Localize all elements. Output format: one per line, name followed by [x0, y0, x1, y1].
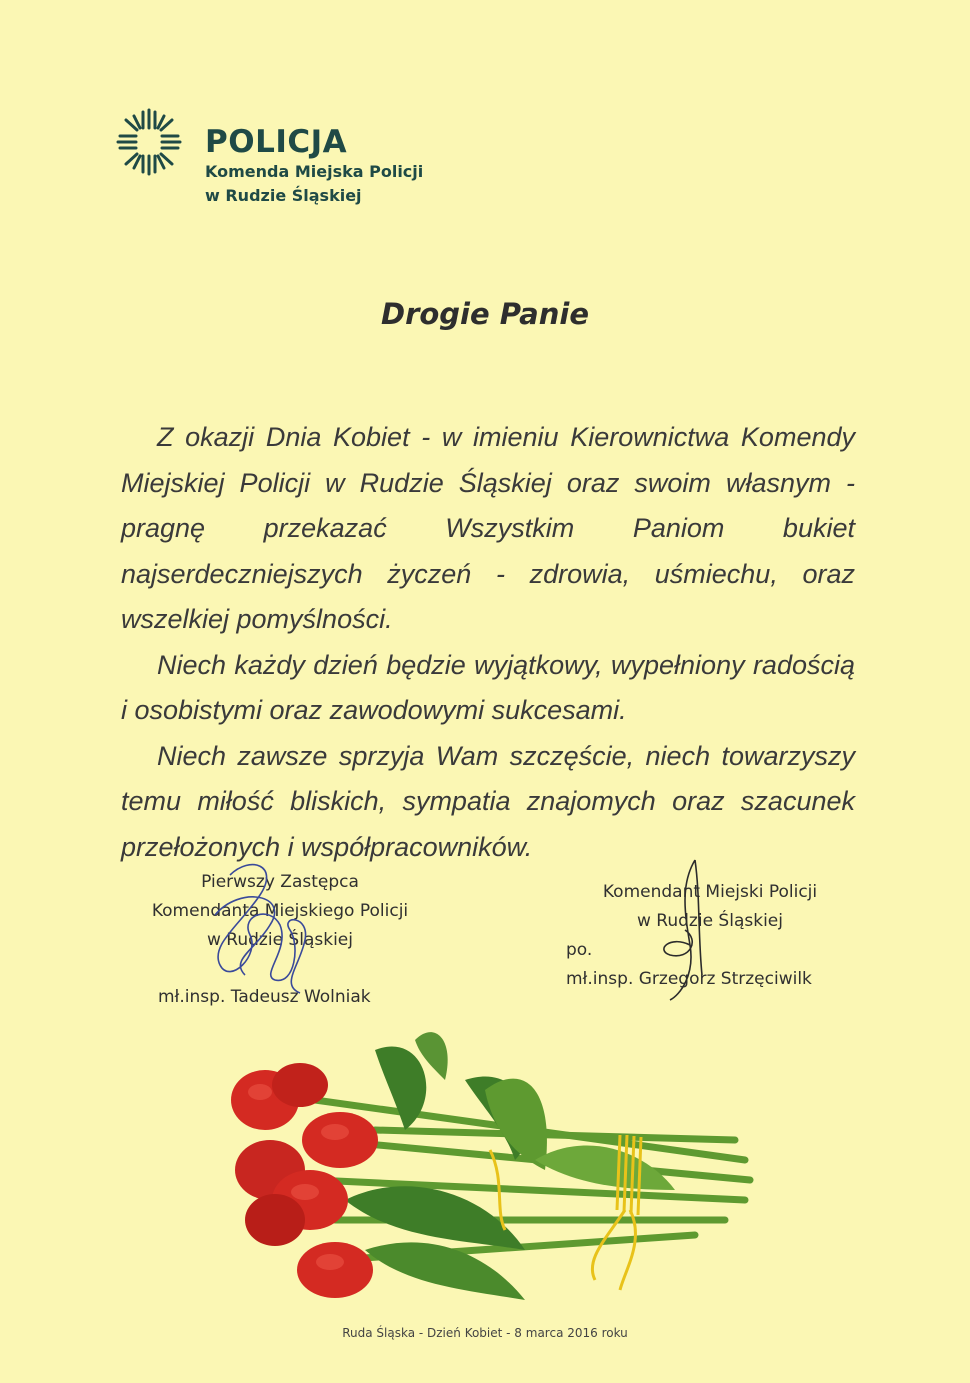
police-star-logo-icon — [116, 104, 186, 184]
signature-right-line-3: po. — [566, 940, 593, 960]
body-paragraph-3: Niech zawsze sprzyja Wam szczęście, niech towarzyszy temu miłość bliskich, sympatia znajomych oraz szacunek przełożonych i współpracowników. — [121, 740, 855, 862]
brand-title: POLICJA — [205, 124, 348, 160]
signature-right-line-2: w Rudzie Śląskiej — [637, 911, 783, 931]
body-paragraph-2: Niech każdy dzień będzie wyjątkowy, wypełniony radością i osobistymi oraz zawodowymi sukcesami. — [121, 649, 855, 725]
signature-left-line-3: w Rudzie Śląskiej — [207, 930, 353, 950]
brand-line-1: Komenda Miejska Policji — [205, 162, 424, 181]
tulip-bouquet-image — [225, 1020, 765, 1310]
letter-body — [121, 415, 855, 870]
body-paragraph-1: Z okazji Dnia Kobiet - w imieniu Kierownictwa Komendy Miejskiej Policji w Rudzie Śląskiej oraz swoim własnym - pragnę przekazać Wszystkim Paniom bukiet najserdeczniejszych życzeń - zdrowia, uśmiechu, oraz wszelkiej pomyślności. — [121, 422, 855, 634]
signature-right-line-1: Komendant Miejski Policji — [602, 882, 818, 902]
brand-block — [205, 124, 423, 208]
signature-left-line-1: Pierwszy Zastępca — [201, 872, 359, 892]
signature-left-line-2: Komendanta Miejskiego Policji — [151, 901, 409, 921]
signature-block-left — [120, 868, 440, 1012]
signature-left-name: mł.insp. Tadeusz Wolniak — [158, 987, 371, 1007]
signature-right-name: mł.insp. Grzegorz Strzęciwilk — [566, 969, 812, 989]
greeting-heading: Drogie Panie — [381, 297, 589, 331]
signature-block-right — [560, 878, 860, 994]
brand-line-2: w Rudzie Śląskiej — [205, 186, 362, 205]
footer-date-line: Ruda Śląska - Dzień Kobiet - 8 marca 2016 roku — [342, 1326, 628, 1340]
